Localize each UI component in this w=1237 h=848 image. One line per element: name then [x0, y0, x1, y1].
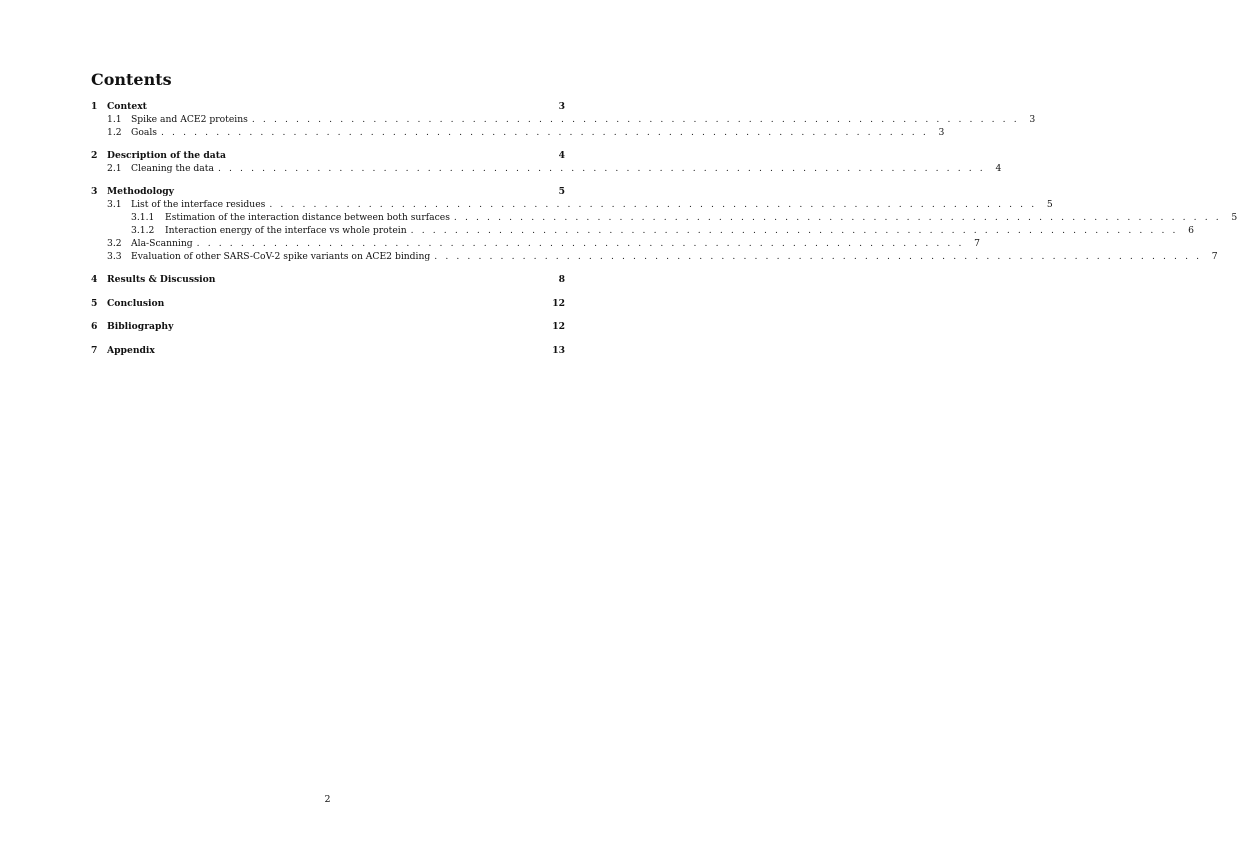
toc-entry-number: 1.1 — [107, 114, 122, 125]
toc-entry-page: 13 — [552, 344, 565, 356]
toc-section-entry[interactable] — [91, 320, 565, 333]
toc-entry-number: 3.3 — [107, 251, 122, 262]
toc-entry-title: Goals — [131, 127, 158, 138]
toc-entry-title: Interaction energy of the interface vs whole protein — [165, 225, 407, 236]
toc-section-entry[interactable] — [91, 100, 565, 113]
toc-entry-page: 12 — [552, 321, 565, 332]
table-of-contents — [91, 100, 1237, 357]
toc-leader-dots: . . . . . . . . . . . . . . . . . . . . . . . . . . . . . . . . . . . . . . . . . . . . . . . . . . . . . . . . . . . . . . . . . . . . . . — [251, 114, 1020, 125]
toc-subsection-entry[interactable] — [91, 162, 1002, 175]
toc-subsection-entry[interactable] — [91, 237, 980, 250]
toc-entry-number: 3.2 — [107, 238, 122, 249]
toc-leader-dots: . . . . . . . . . . . . . . . . . . . . . . . . . . . . . . . . . . . . . . . . . . . . . . . . . . . . . . . . . . . . . . . . . . . . . . — [196, 238, 964, 249]
toc-entry-page: 7 — [974, 238, 980, 249]
toc-entry-title: Ala-Scanning — [131, 238, 193, 249]
toc-entry-number: 5 — [91, 297, 98, 309]
toc-entry-number: 4 — [91, 274, 98, 285]
toc-entry-number: 6 — [91, 321, 98, 332]
toc-entry-page: 5 — [1046, 199, 1053, 210]
toc-entry-title: Description of the data — [107, 150, 226, 161]
toc-section-entry[interactable] — [91, 185, 565, 198]
toc-entry-number: 3 — [91, 186, 98, 197]
toc-entry-title: Evaluation of other SARS-CoV-2 spike variants on ACE2 binding — [131, 251, 431, 262]
toc-entry-title: Methodology — [107, 186, 174, 197]
toc-entry-title: List of the interface residues — [131, 199, 266, 210]
toc-leader-dots: . . . . . . . . . . . . . . . . . . . . . . . . . . . . . . . . . . . . . . . . . . . . . . . . . . . . . . . . . . . . . . . . . . . . . . — [269, 199, 1037, 210]
toc-entry-page: 3 — [558, 101, 565, 112]
toc-leader-dots: . . . . . . . . . . . . . . . . . . . . . . . . . . . . . . . . . . . . . . . . . . . . . . . . . . . . . . . . . . . . . . . . . . . . . . — [161, 127, 929, 138]
toc-entry-page: 7 — [1211, 251, 1218, 262]
toc-entry-page: 3 — [938, 127, 945, 138]
toc-entry-title: Context — [107, 101, 147, 112]
toc-entry-page: 8 — [558, 274, 565, 285]
toc-entry-title: Bibliography — [107, 321, 174, 332]
toc-leader-dots: . . . . . . . . . . . . . . . . . . . . . . . . . . . . . . . . . . . . . . . . . . . . . . . . . . . . . . . . . . . . . . . . . . . . . . — [453, 212, 1222, 223]
toc-entry-page: 6 — [1188, 225, 1195, 236]
toc-entry-title: Spike and ACE2 proteins — [131, 114, 248, 125]
toc-entry-title: Conclusion — [107, 297, 165, 309]
toc-subsubsection-entry[interactable] — [91, 211, 1237, 224]
toc-entry-number: 3.1 — [107, 199, 122, 210]
toc-entry-page: 4 — [995, 163, 1002, 174]
toc-entry-title: Cleaning the data — [131, 163, 214, 174]
toc-section-entry[interactable] — [91, 149, 565, 162]
toc-entry-page: 5 — [1231, 212, 1237, 223]
toc-entry-number: 7 — [91, 344, 98, 356]
toc-section-entry[interactable] — [91, 344, 565, 357]
toc-entry-number: 3.1.2 — [131, 225, 155, 236]
toc-entry-number: 2.1 — [107, 163, 122, 174]
toc-leader-dots: . . . . . . . . . . . . . . . . . . . . . . . . . . . . . . . . . . . . . . . . . . . . . . . . . . . . . . . . . . . . . . . . . . . . . . — [410, 225, 1179, 236]
toc-entry-page: 5 — [558, 186, 565, 197]
contents-heading: Contents — [91, 70, 172, 89]
toc-subsection-entry[interactable] — [91, 198, 1053, 211]
toc-leader-dots: . . . . . . . . . . . . . . . . . . . . . . . . . . . . . . . . . . . . . . . . . . . . . . . . . . . . . . . . . . . . . . . . . . . . . . — [434, 251, 1202, 262]
toc-section-entry[interactable] — [91, 297, 565, 310]
toc-entry-title: Results & Discussion — [107, 274, 216, 285]
toc-subsection-entry[interactable] — [91, 113, 1036, 126]
toc-entry-number: 3.1.1 — [131, 212, 155, 223]
toc-entry-page: 4 — [558, 150, 565, 161]
toc-entry-number: 1.2 — [107, 127, 122, 138]
toc-section-entry[interactable] — [91, 273, 565, 286]
toc-subsection-entry[interactable] — [91, 126, 945, 139]
toc-entry-page: 3 — [1029, 114, 1036, 125]
toc-entry-page: 12 — [552, 297, 565, 309]
toc-subsection-entry[interactable] — [91, 250, 1218, 263]
toc-leader-dots: . . . . . . . . . . . . . . . . . . . . . . . . . . . . . . . . . . . . . . . . . . . . . . . . . . . . . . . . . . . . . . . . . . . . . . — [217, 163, 986, 174]
toc-subsubsection-entry[interactable] — [91, 224, 1195, 237]
toc-entry-title: Appendix — [107, 344, 155, 356]
page-number-footer: 2 — [324, 794, 331, 805]
toc-entry-title: Estimation of the interaction distance between both surfaces — [165, 212, 450, 223]
toc-entry-number: 2 — [91, 150, 98, 161]
toc-entry-number: 1 — [91, 101, 98, 112]
